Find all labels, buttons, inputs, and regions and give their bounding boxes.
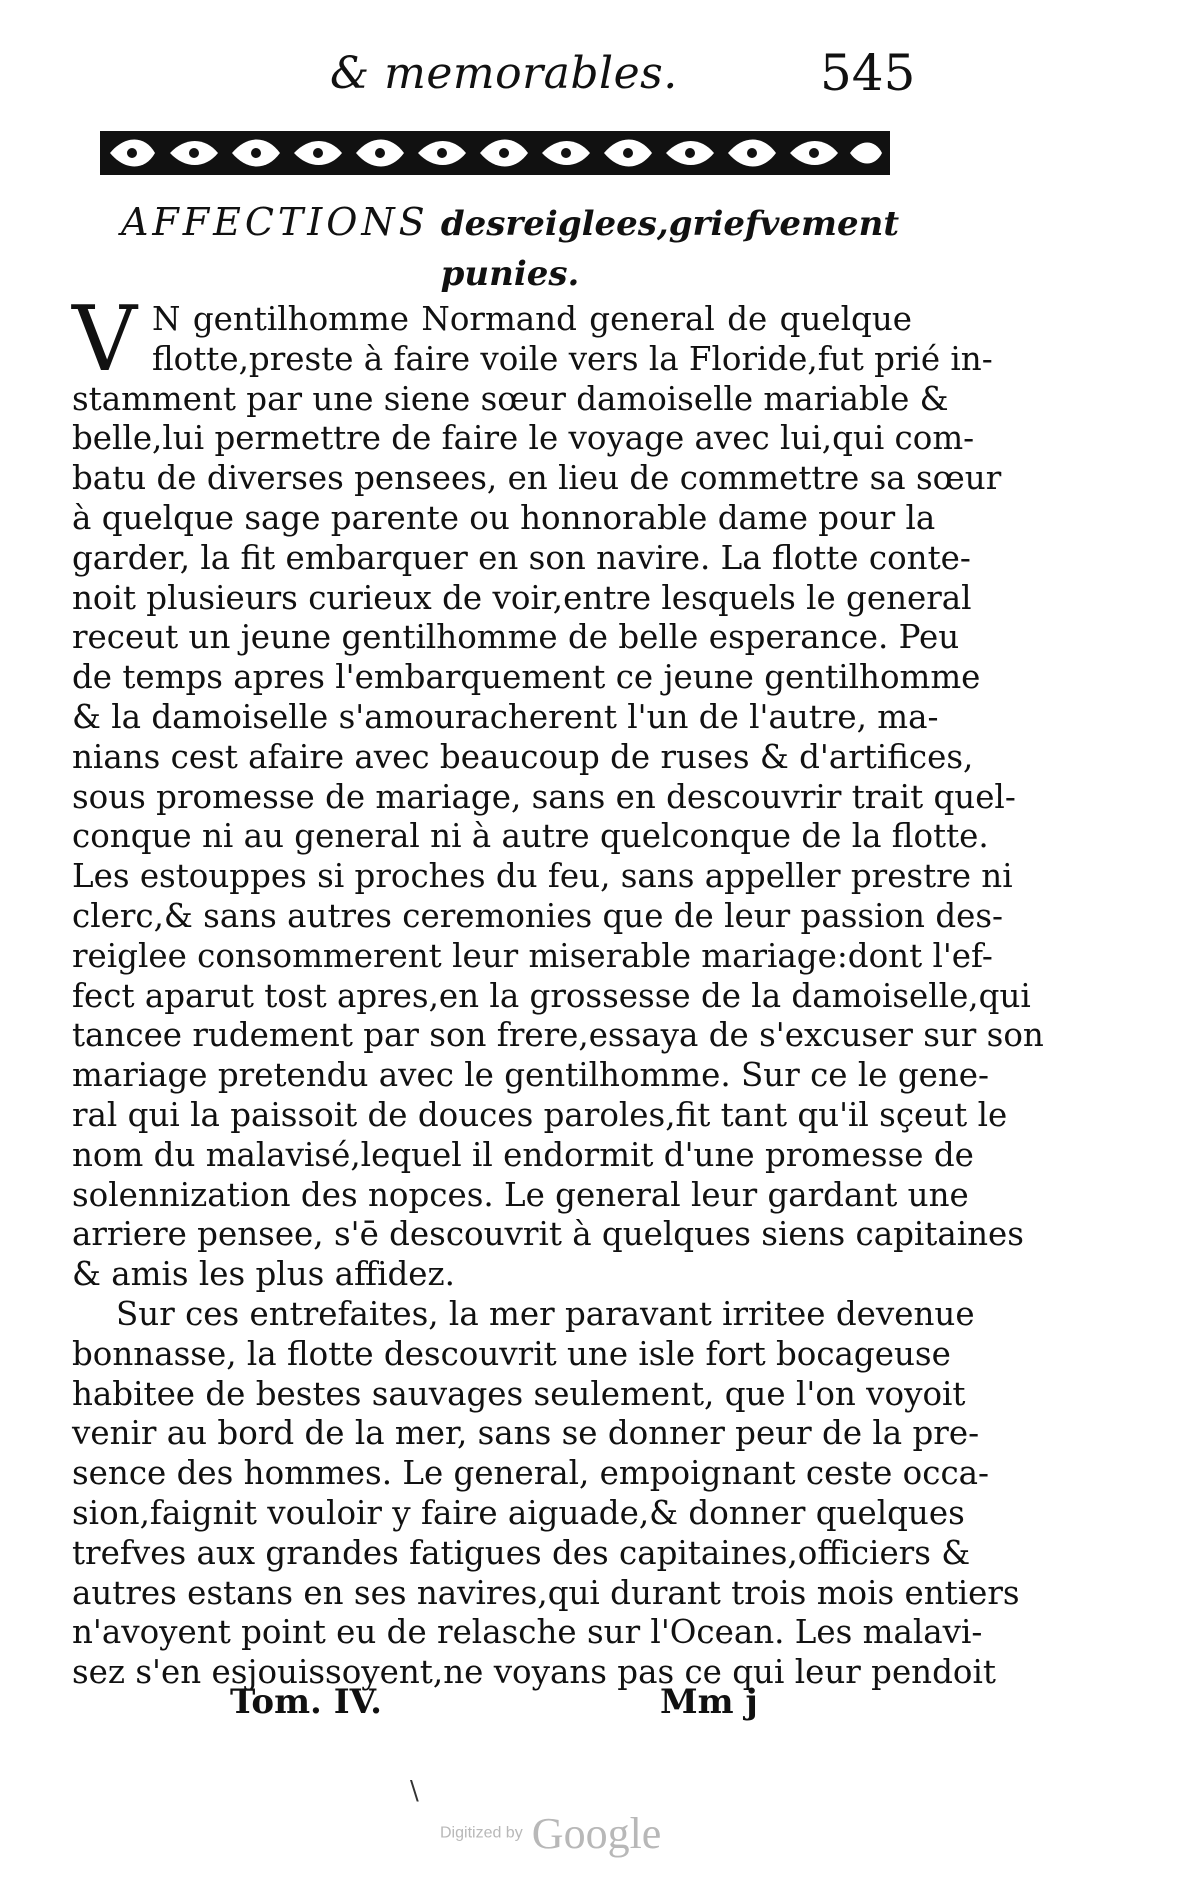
text-line: clerc,& sans autres ceremonies que de leur passion des- [72, 896, 1004, 935]
text-line: à quelque sage parente ou honnorable dame pour la [72, 498, 936, 537]
text-line: sez s'en esjouissoyent,ne voyans pas ce qui leur pendoit [72, 1653, 996, 1692]
stray-mark: \ [410, 1776, 419, 1806]
text-line: nians cest afaire avec beaucoup de ruses & d'artifices, [72, 737, 974, 776]
watermark-prefix: Digitized by [440, 1824, 523, 1842]
text-line: conque ni au general ni à autre quelconque de la flotte. [72, 817, 989, 856]
text-line: reiglee consommerent leur miserable mariage:dont l'ef- [72, 936, 993, 975]
text-line: autres estans en ses navires,qui durant trois mois entiers [72, 1573, 1020, 1612]
text-line: solennization des nopces. Le general leur gardant une [72, 1175, 969, 1214]
text-line: bonnasse, la flotte descouvrit une isle fort bocageuse [72, 1334, 951, 1373]
text-line: ral qui la paissoit de douces paroles,fit tant qu'il sçeut le [72, 1095, 1008, 1134]
text-line: fect aparut tost apres,en la grossesse de la damoiselle,qui [72, 976, 1031, 1015]
text-line: garder, la fit embarquer en son navire. La flotte conte- [72, 538, 971, 577]
text-line: sence des hommes. Le general, empoignant ceste occa- [72, 1454, 989, 1493]
text-line: sous promesse de mariage, sans en descouvrir trait quel- [72, 777, 1016, 816]
heading-line1: desreiglees,griefvement [440, 204, 900, 244]
text-line: nom du malavisé,lequel il endormit d'une promesse de [72, 1135, 974, 1174]
text-line: batu de diverses pensees, en lieu de commettre sa sœur [72, 459, 1002, 498]
signature-mark: Mm j [660, 1682, 758, 1722]
text-line: arriere pensee, s'ē descouvrit à quelques siens capitaines [72, 1215, 1024, 1254]
text-line: n'avoyent point eu de relasche sur l'Ocean. Les malavi- [72, 1613, 983, 1652]
text-line: noit plusieurs curieux de voir,entre lesquels le general [72, 578, 972, 617]
text-line: & amis les plus affidez. [72, 1255, 455, 1294]
ornamental-band-icon [100, 125, 890, 181]
text-line: Sur ces entrefaites, la mer paravant irritee devenue [116, 1294, 975, 1333]
heading-caps: AFFECTIONS [120, 200, 429, 244]
heading-line2: punies. [440, 254, 580, 294]
digitization-watermark [440, 1808, 661, 1859]
text-line: trefves aux grandes fatigues des capitaines,officiers & [72, 1533, 971, 1572]
text-line: belle,lui permettre de faire le voyage avec lui,qui com- [72, 419, 975, 458]
text-line: & la damoiselle s'amouracherent l'un de l'autre, ma- [72, 697, 939, 736]
text-line: habitee de bestes sauvages seulement, que l'on voyoit [72, 1374, 966, 1413]
text-line: de temps apres l'embarquement ce jeune gentilhomme [72, 658, 981, 697]
text-line: flotte,preste à faire voile vers la Floride,fut prié in- [152, 339, 993, 378]
body-text [72, 287, 1044, 1693]
text-line: sion,faignit vouloir y faire aiguade,& donner quelques [72, 1493, 965, 1532]
text-line: N gentilhomme Normand general de quelque [152, 300, 912, 338]
watermark-brand: Google [531, 1809, 662, 1858]
page-number: 545 [820, 44, 916, 102]
text-line: tancee rudement par son frere,essaya de s'excuser sur son [72, 1016, 1044, 1055]
chapter-heading [120, 198, 900, 298]
text-line: receut un jeune gentilhomme de belle esperance. Peu [72, 618, 960, 657]
text-line: stamment par une siene sœur damoiselle mariable & [72, 379, 949, 418]
drop-cap: V [72, 287, 137, 392]
volume-marker: Tom. IV. [230, 1682, 382, 1722]
running-title: & memorables. [330, 48, 678, 99]
text-line: venir au bord de la mer, sans se donner peur de la pre- [72, 1414, 980, 1453]
text-line: mariage pretendu avec le gentilhomme. Sur ce le gene- [72, 1056, 990, 1095]
text-line: Les estouppes si proches du feu, sans appeller prestre ni [72, 857, 1013, 896]
